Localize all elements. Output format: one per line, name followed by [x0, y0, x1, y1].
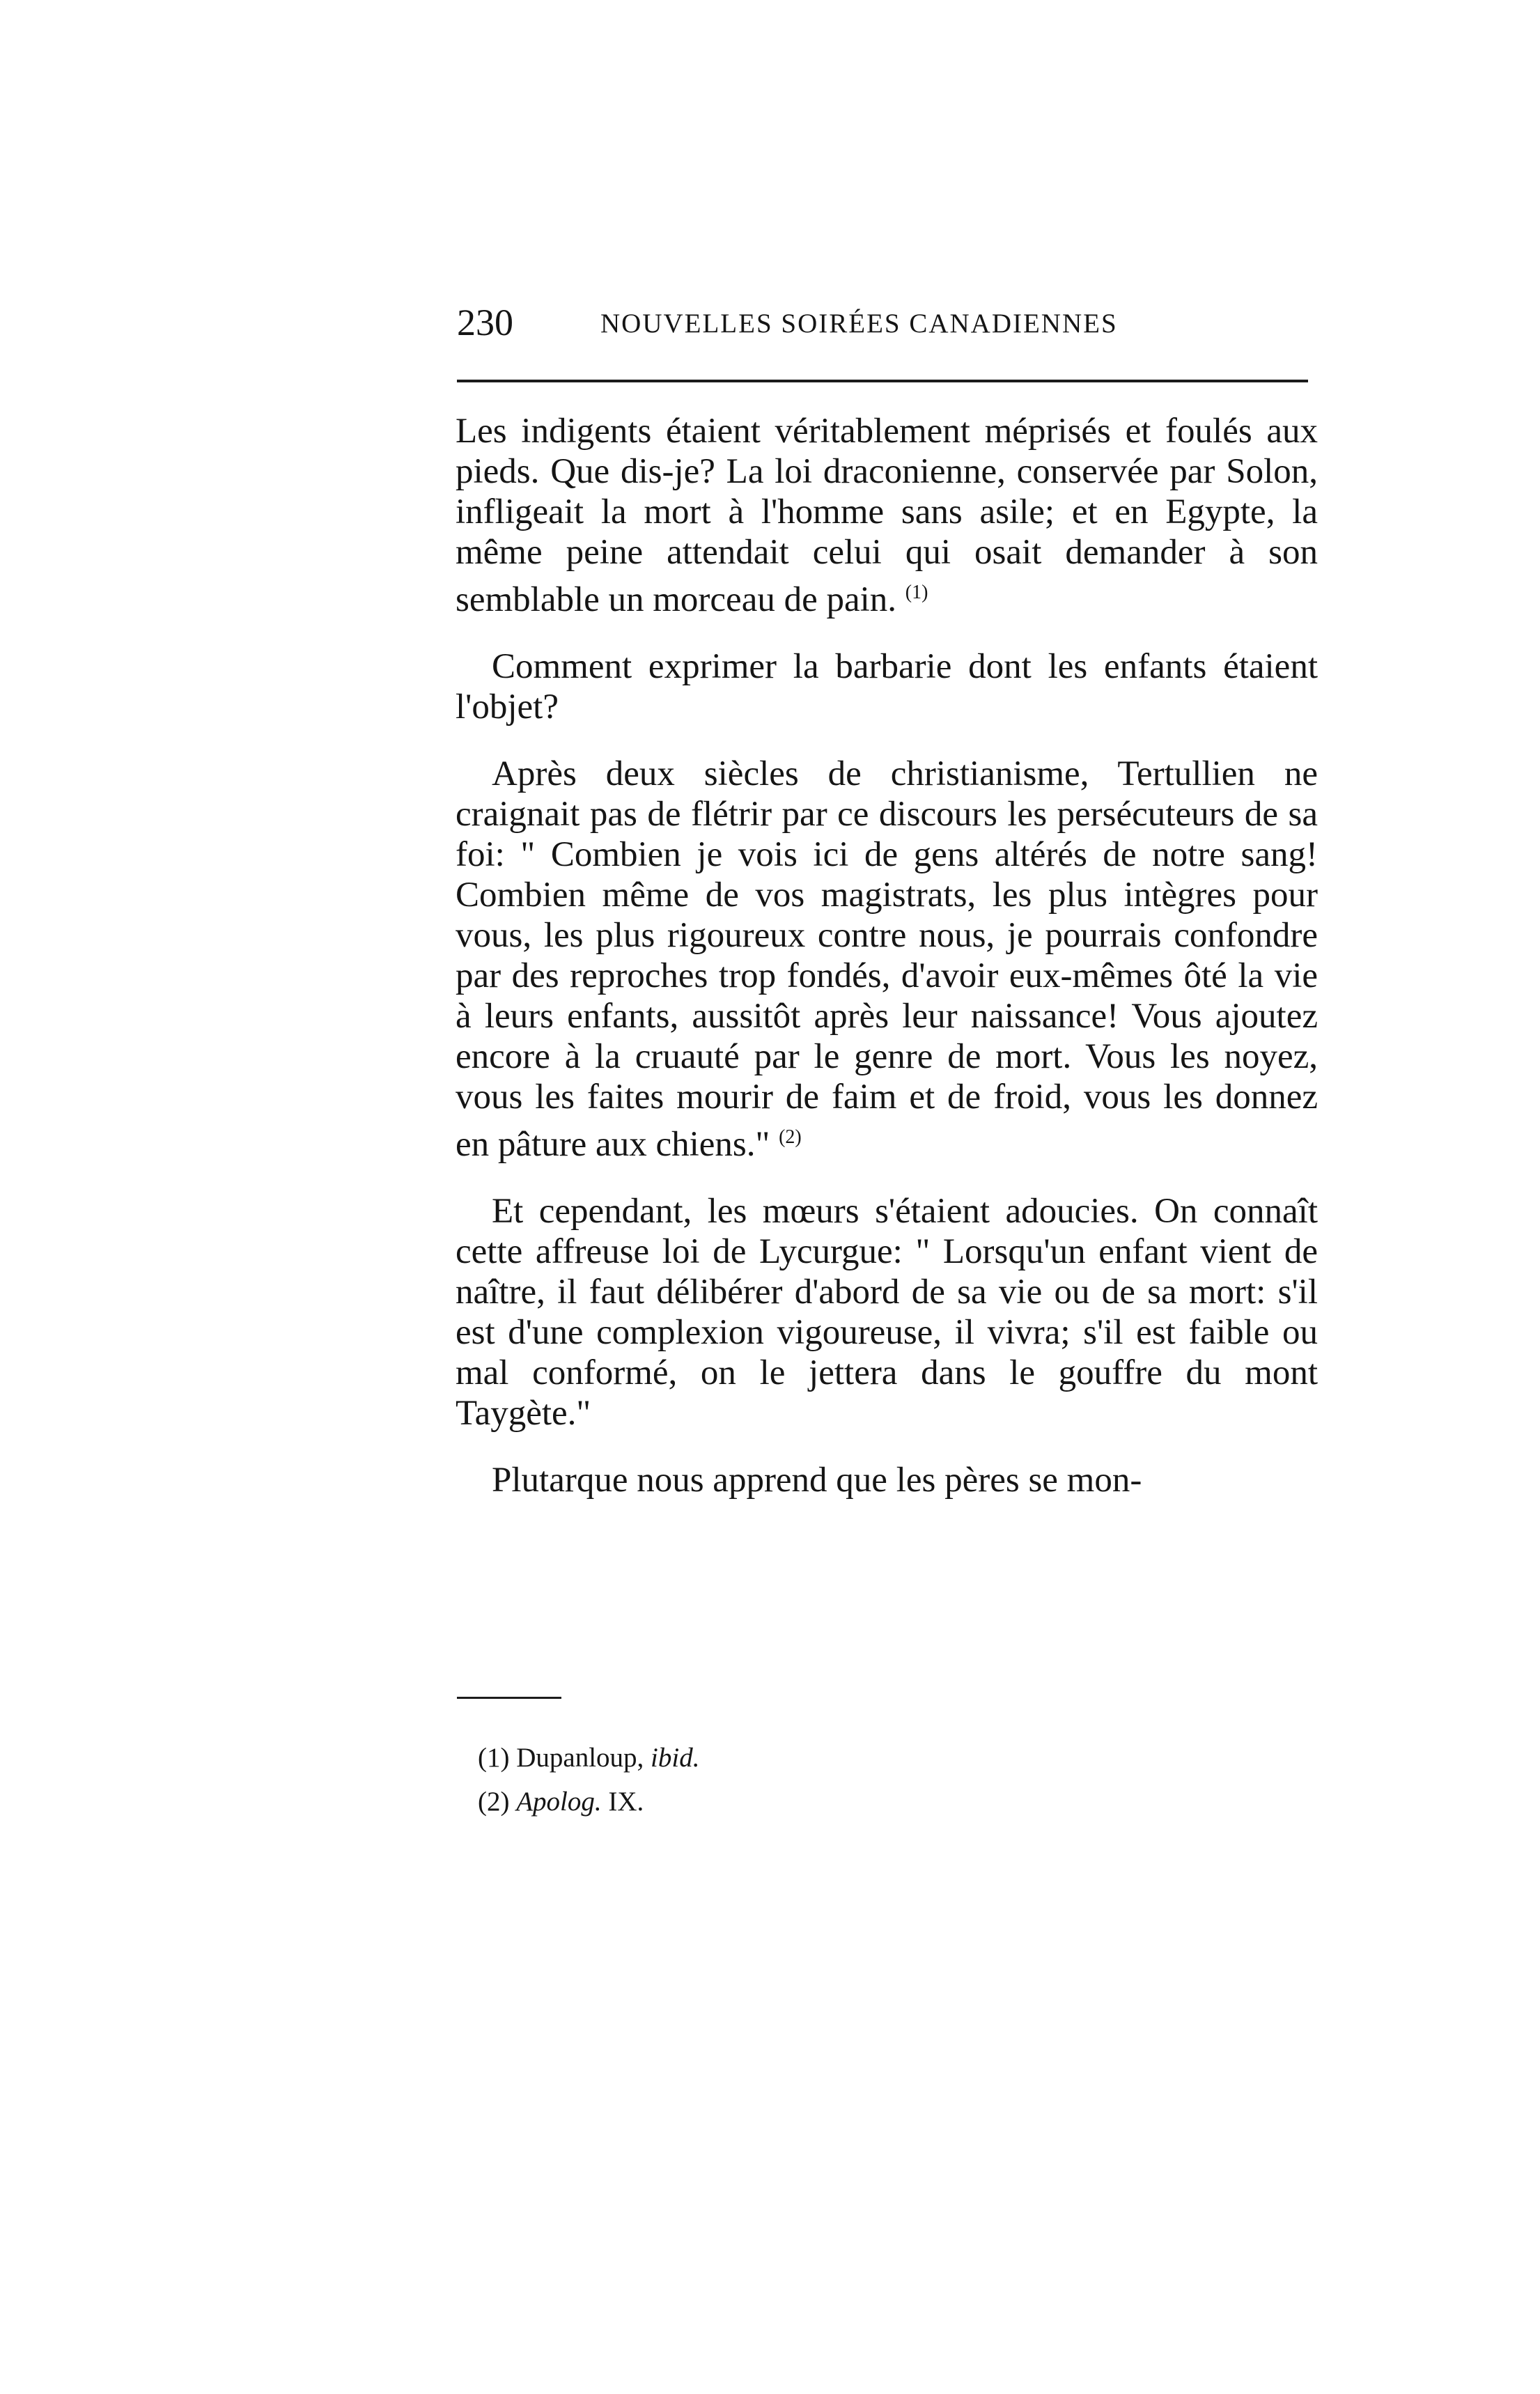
footnote-ref-1: (1) [905, 582, 928, 603]
running-title: NOUVELLES SOIRÉES CANADIENNES [600, 309, 1118, 339]
page-number: 230 [457, 302, 513, 343]
footnote-1 [478, 1736, 699, 1780]
paragraph-4: Et cependant, les mœurs s'étaient adoucies. On connaît cette affreuse loi de Lycurgue: " Lorsqu'un enfant vient de naître, il faut délibérer d'abord de sa vie ou de sa mort: s'il est d'une complexion vigoureuse, il vivra; s'il est faible ou mal conformé, on le jettera dans le gouffre du mont Taygète." [456, 1192, 1318, 1433]
footnote-ref-2: (2) [779, 1126, 802, 1148]
header-rule [457, 380, 1308, 382]
paragraph-3 [456, 754, 1318, 1165]
paragraph-1 [456, 411, 1318, 620]
footnote-2-rest: IX. [608, 1787, 644, 1817]
footnote-1-work: ibid. [651, 1743, 700, 1773]
footnote-1-number: (1) [478, 1743, 510, 1773]
main-text [456, 411, 1318, 1500]
footnote-1-author: Dupanloup, [516, 1743, 644, 1773]
footnote-2-work: Apolog. [516, 1787, 602, 1817]
page-header [457, 298, 1314, 347]
footnote-rule [457, 1697, 561, 1699]
paragraph-3-text: Après deux siècles de christianisme, Tertullien ne craignait pas de flétrir par ce discours les persécuteurs de sa foi: " Combien je vois ici de gens altérés de notre sang! Combien même de vos magistrats, les plus intègres pour vous, les plus rigoureux contre nous, je pourrais confondre par des reproches trop fondés, d'avoir eux-mêmes ôté la vie à leurs enfants, aussitôt après leur naissance! Vous ajoutez encore à la cruauté par le genre de mort. Vous les noyez, vous les faites mourir de faim et de froid, vous les donnez en pâture aux chiens." [456, 754, 1318, 1164]
footnote-2-number: (2) [478, 1787, 510, 1817]
paragraph-1-text: Les indigents étaient véritablement méprisés et foulés aux pieds. Que dis-je? La loi draconienne, conservée par Solon, infligeait la mort à l'homme sans asile; et en Egypte, la même peine attendait celui qui osait demander à son semblable un morceau de pain. [456, 412, 1318, 619]
paragraph-5: Plutarque nous apprend que les pères se mon- [492, 1461, 1142, 1500]
paragraph-2: Comment exprimer la barbarie dont les enfants étaient l'objet? [456, 647, 1318, 726]
footnotes [478, 1736, 699, 1824]
footnote-2 [478, 1780, 699, 1824]
